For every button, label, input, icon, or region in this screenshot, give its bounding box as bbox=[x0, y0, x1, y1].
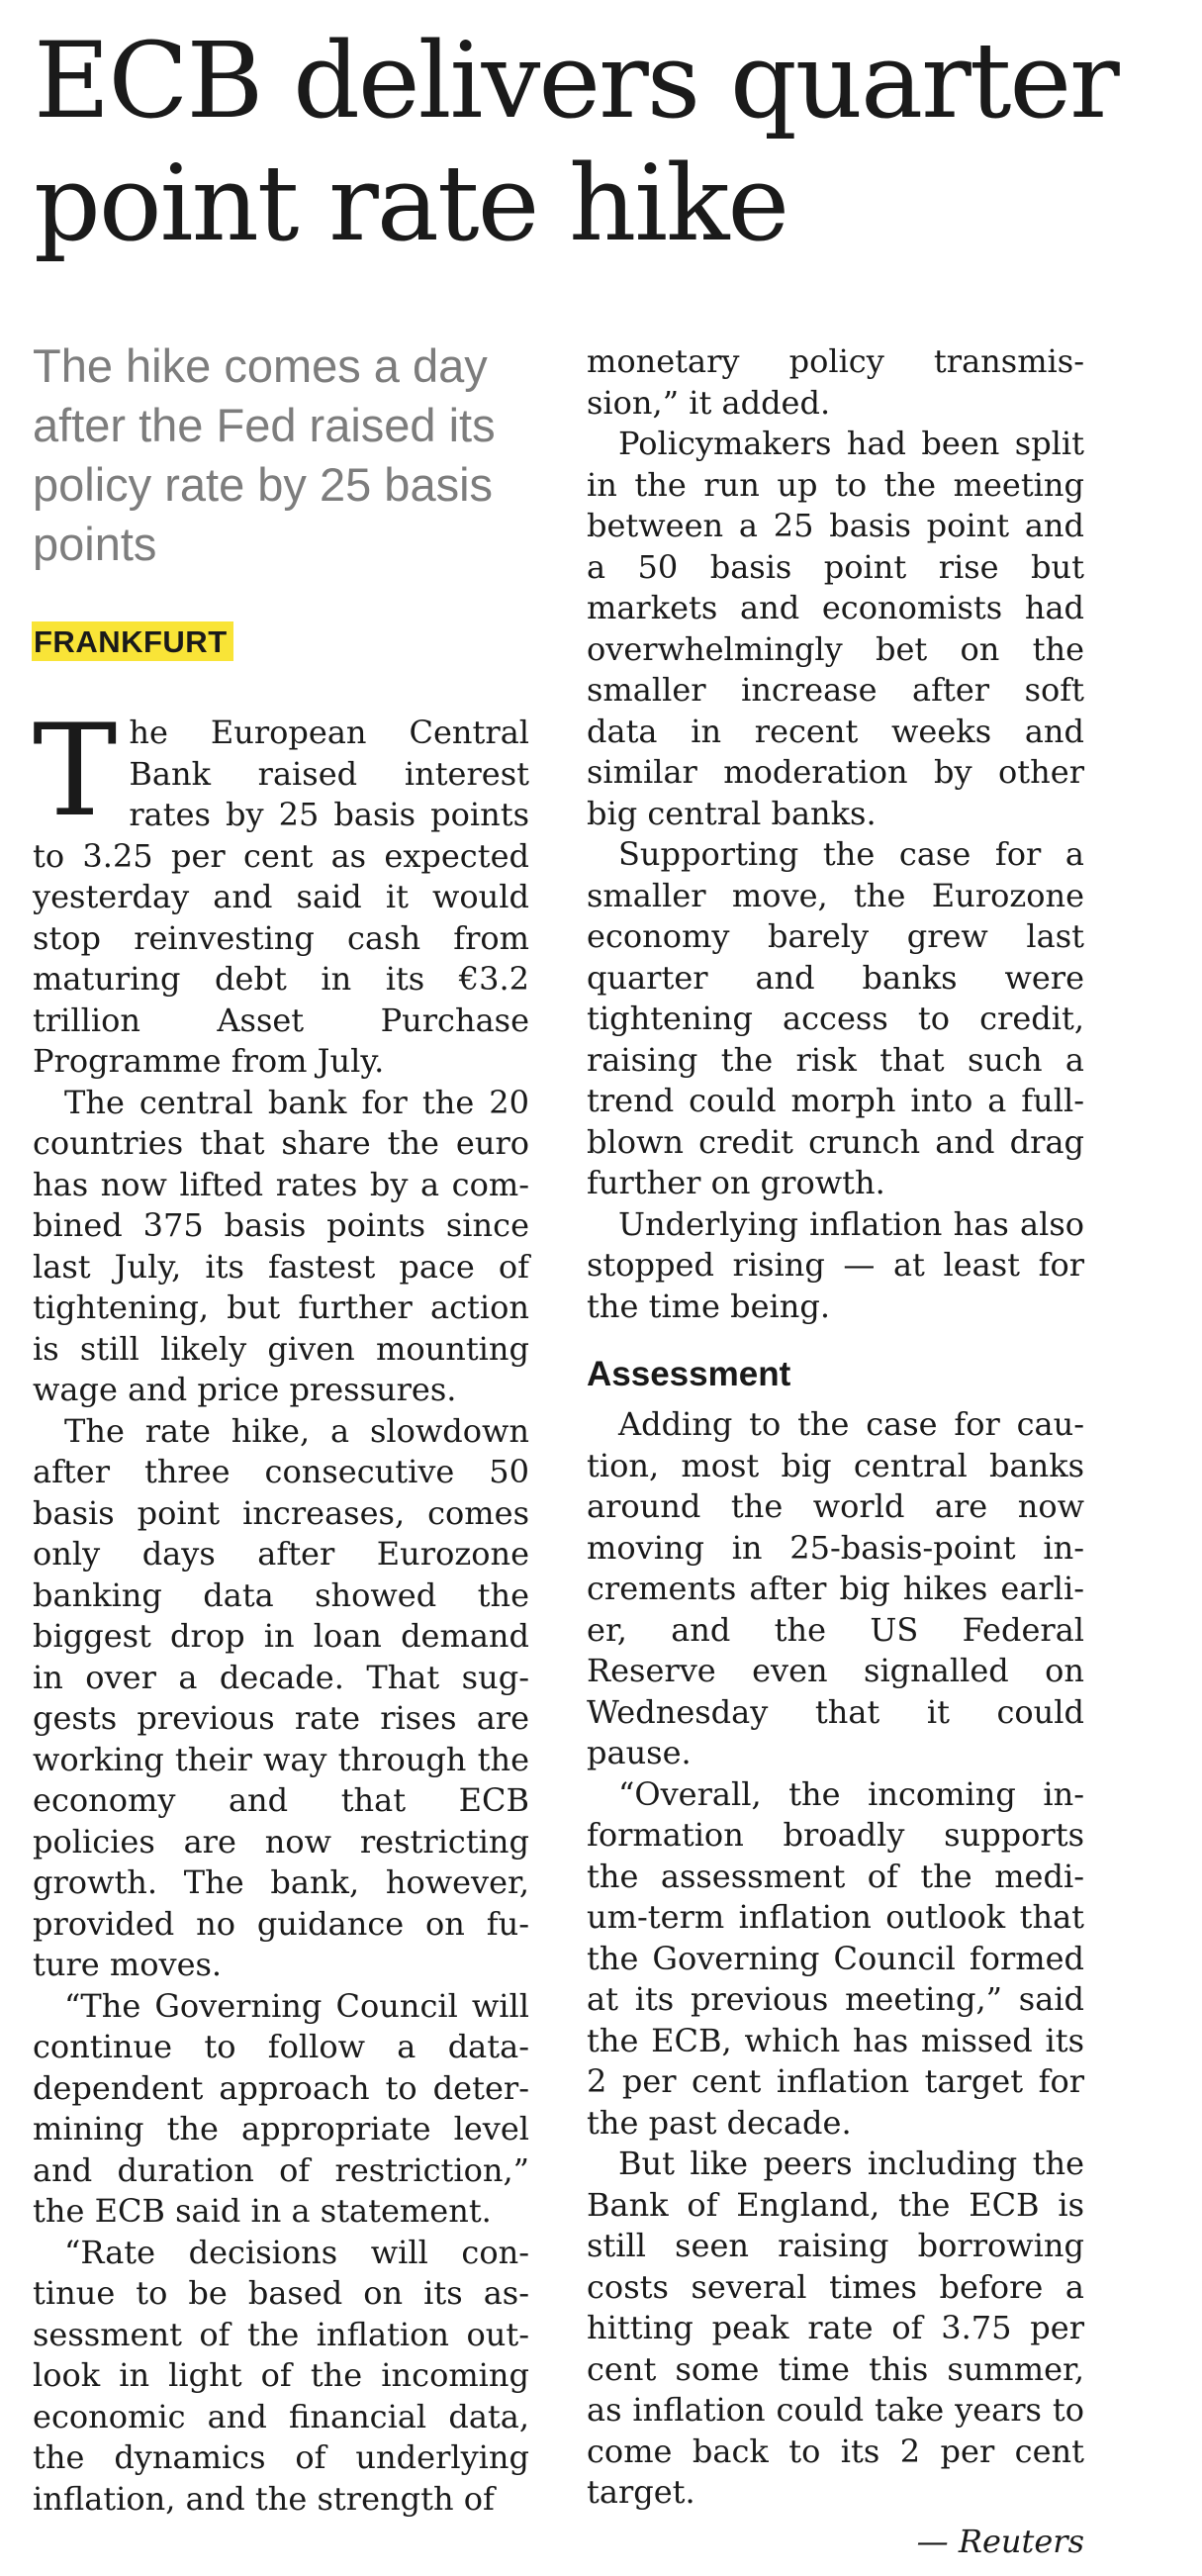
paragraph-1-text: he European Central Bank raised interest rates by 25 basis points to 3.25 per cent as expected yesterday and said it would stop reinvesting cash from maturing debt in its €3.2 trillion Asset Purchase Programme from July. bbox=[33, 714, 529, 1080]
column-left bbox=[33, 698, 529, 2520]
paragraph-5-continued: monetary policy transmission,” it added. bbox=[587, 342, 1084, 422]
column-right bbox=[587, 341, 1084, 2562]
paragraph-7: Supporting the case for a smaller move, the Eurozone economy barely grew last quarter and banks were tightening access to credit, raising the risk that such a trend could morph into a full-blown credit crunch and drag further on growth. bbox=[587, 835, 1084, 1201]
paragraph-3: The rate hike, a slowdown after three consecutive 50 basis point increases, comes only days after Eurozone banking data showed the biggest drop in loan demand in over a decade. That suggests previous rate rises are working their way through the economy and that ECB policies are now restricting growth. The bank, however, provided no guidance on future moves. bbox=[33, 1411, 529, 1983]
subhead-assessment: Assessment bbox=[587, 1355, 791, 1393]
paragraph-8: Underlying inflation has also stopped rising — at least for the time being. bbox=[587, 1204, 1084, 1325]
paragraph-10: “Overall, the incoming information broadly supports the assessment of the medium-term inflation outlook that the Governing Council formed at its previous meeting,” said the ECB, which has missed its 2 per cent inflation target for the past decade. bbox=[587, 1774, 1084, 2142]
paragraph-11: But like peers including the Bank of England, the ECB is still seen raising borrowing costs several times before a hitting peak rate of 3.75 per cent some time this summer, as inflation could take years to come back to its 2 per cent target. bbox=[587, 2145, 1084, 2511]
dateline: FRANKFURT bbox=[32, 621, 233, 661]
paragraph-4: “The Governing Council will continue to follow a data-dependent approach to determining the appropriate level and duration of restriction,” the ECB said in a statement. bbox=[33, 1986, 529, 2230]
paragraph-2: The central bank for the 20 countries that share the euro has now lifted rates by a combined 375 basis points since last July, its fastest pace of tightening, but further action is still likely given mounting wage and price pressures. bbox=[33, 1083, 529, 1408]
headline: ECB delivers quarter point rate hike bbox=[34, 20, 1118, 264]
deck: The hike comes a day after the Fed raised its policy rate by 25 basis points bbox=[33, 339, 496, 570]
credit-line: — Reuters bbox=[916, 2522, 1084, 2560]
drop-cap: T bbox=[33, 698, 118, 845]
paragraph-1 bbox=[33, 698, 529, 1083]
paragraph-9: Adding to the case for caution, most big central banks around the world are now moving in 25-basis-point increments after big hikes earlier, and the US Federal Reserve even signalled on Wednesday that it could pause. bbox=[587, 1405, 1084, 1771]
paragraph-6: Policymakers had been split in the run up to the meeting between a 25 basis point and a 50 basis point rise but markets and economists had overwhelmingly bet on the smaller increase after soft data in recent weeks and similar moderation by other big central banks. bbox=[587, 425, 1084, 832]
paragraph-5: “Rate decisions will continue to be based on its assessment of the inflation outlook in light of the incoming economic and financial data, the dynamics of underlying inflation, and the strength of bbox=[33, 2233, 529, 2518]
